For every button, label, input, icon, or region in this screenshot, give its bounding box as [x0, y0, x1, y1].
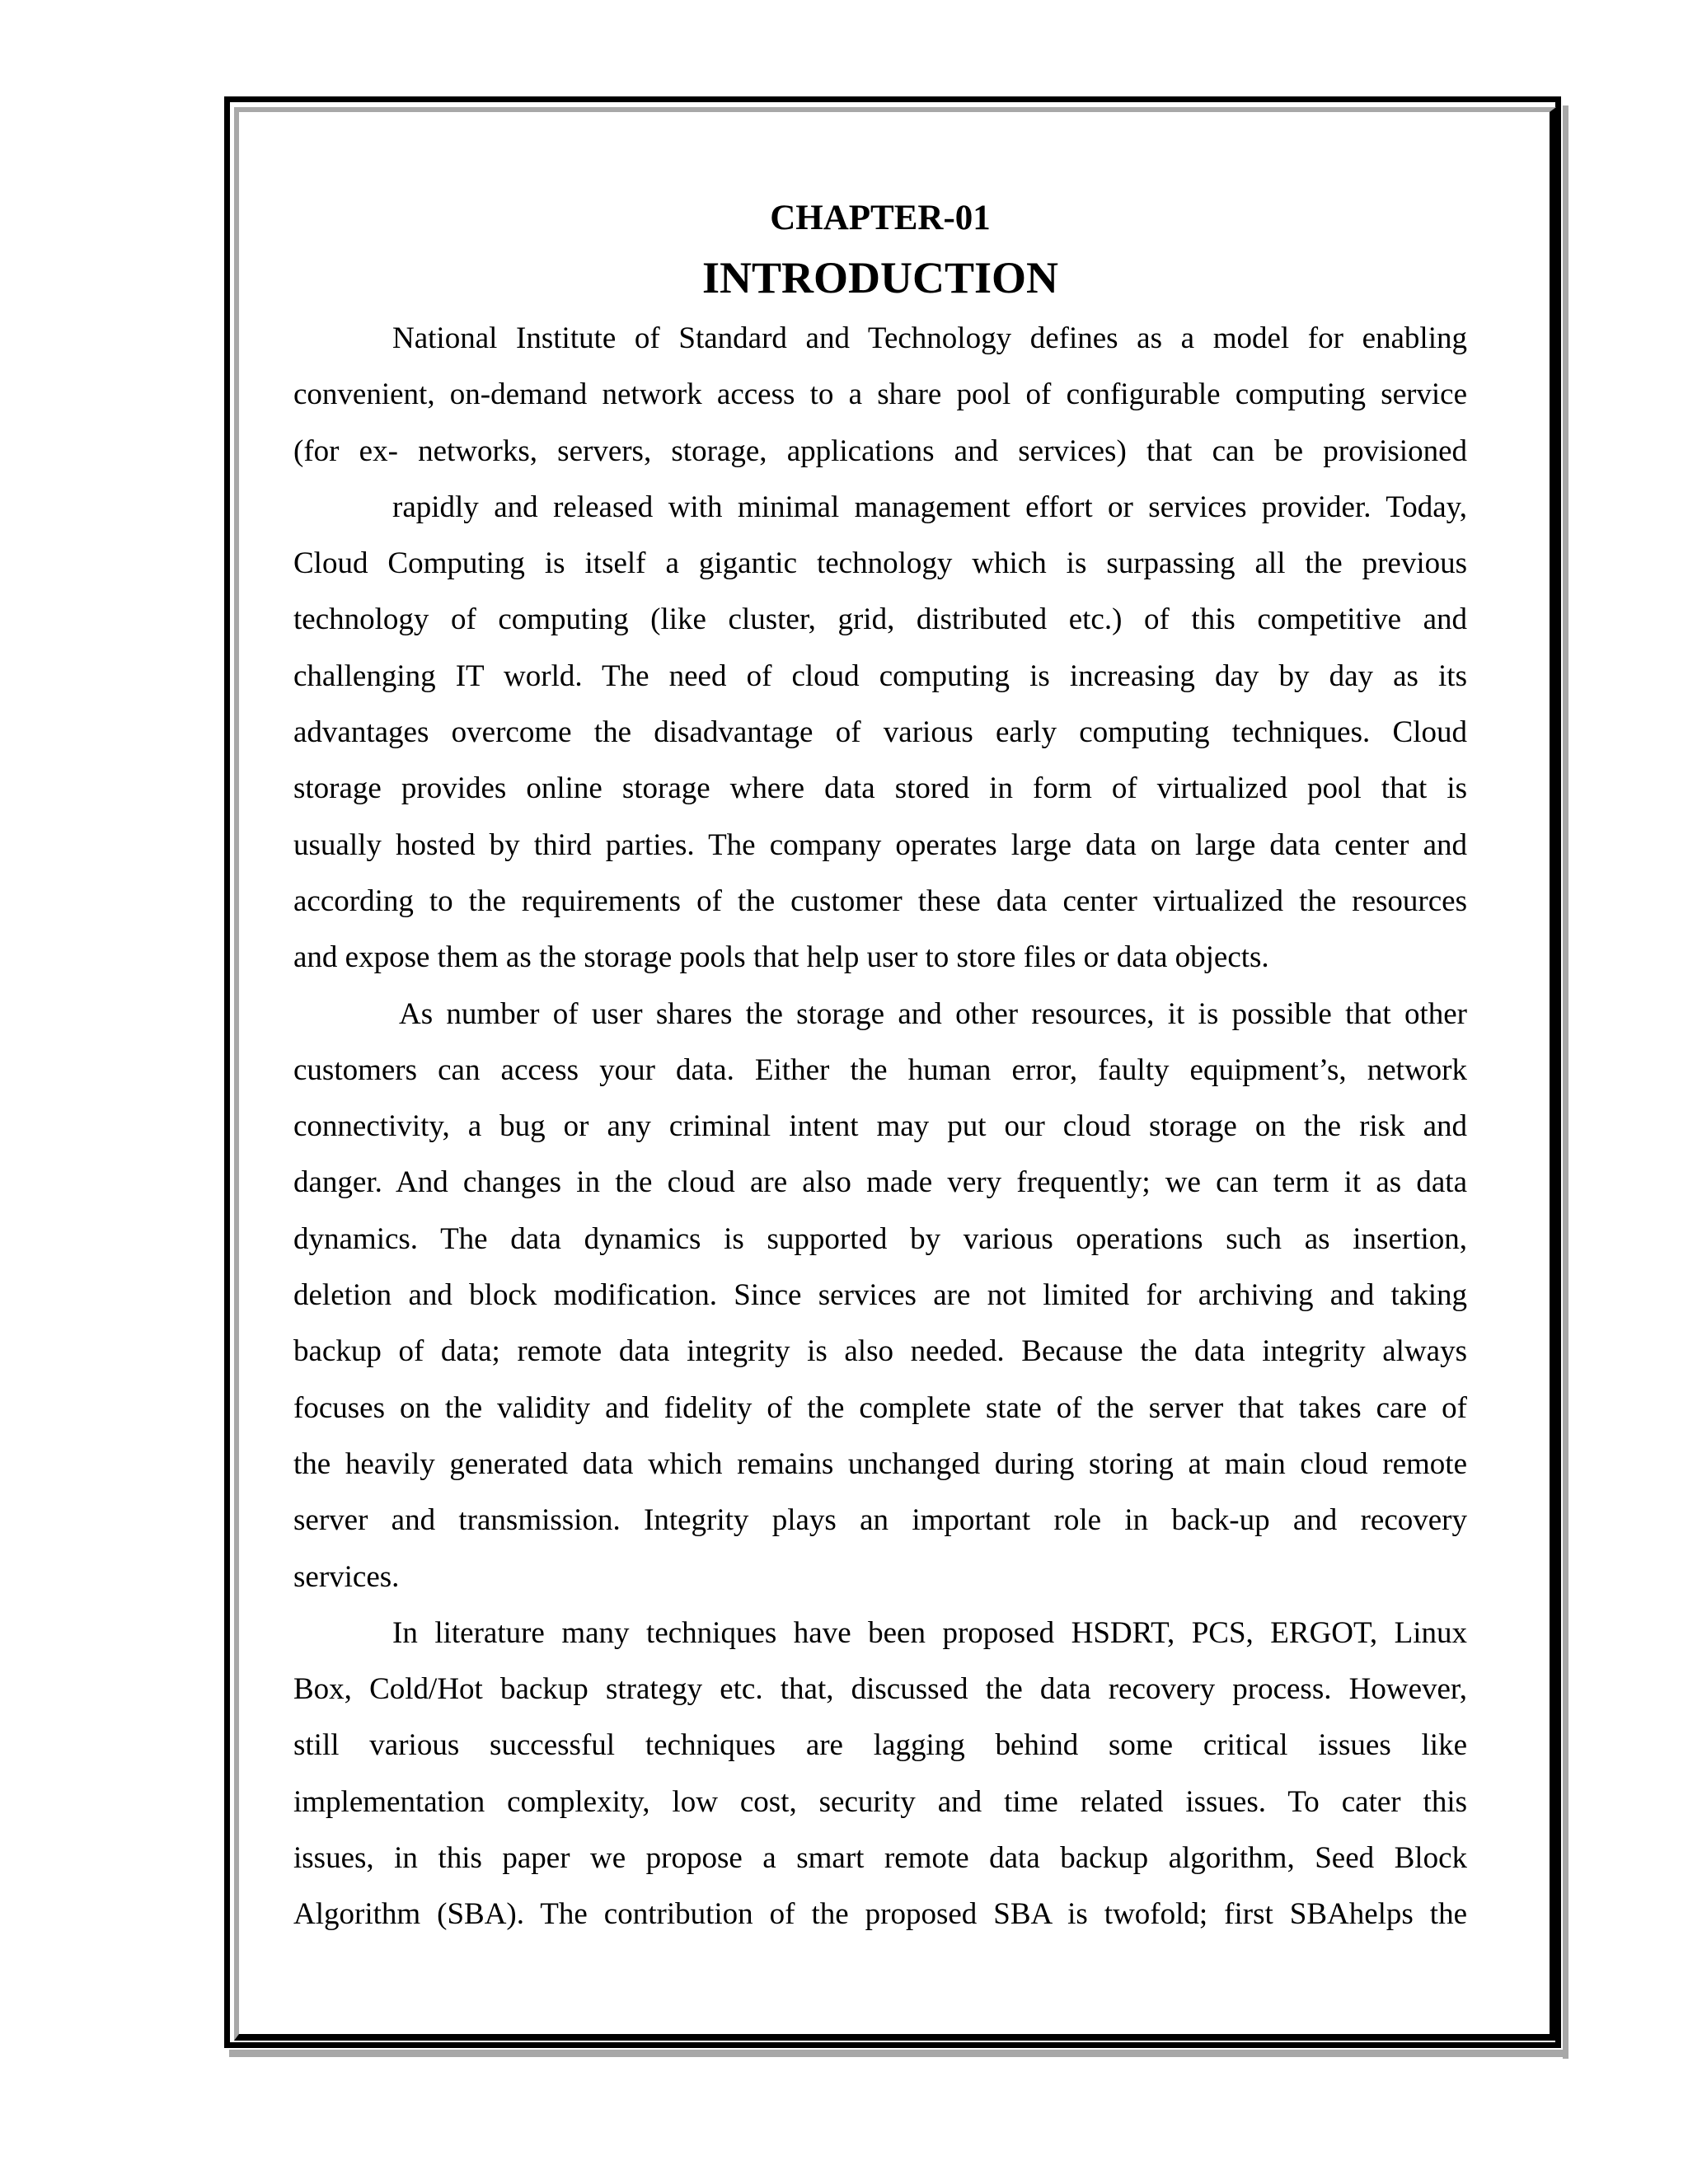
paragraph-line: usually hosted by third parties. The company operates large data on large data center and [293, 827, 1467, 862]
paragraph-line: Box, Cold/Hot backup strategy etc. that, discussed the data recovery process. However, [293, 1672, 1467, 1707]
paragraph-line: connectivity, a bug or any criminal intent may put our cloud storage on the risk and [293, 1109, 1467, 1144]
paragraph-line: technology of computing (like cluster, grid, distributed etc.) of this competitive and [293, 602, 1467, 637]
paragraph-2 [293, 480, 1467, 987]
chapter-title: INTRODUCTION [701, 253, 1059, 302]
paragraph-line: rapidly and released with minimal management effort or services provider. Today, [392, 490, 1467, 524]
paragraph-3 [293, 987, 1467, 1605]
paragraph-line: Cloud Computing is itself a gigantic technology which is surpassing all the previous [293, 546, 1467, 581]
paragraph-line: (for ex- networks, servers, storage, applications and services) that can be provisioned [293, 434, 1467, 468]
paragraph-line: As number of user shares the storage and other resources, it is possible that other [399, 996, 1467, 1031]
paragraph-1 [293, 311, 1467, 480]
chapter-label: CHAPTER-01 [770, 199, 991, 237]
paragraph-line: challenging IT world. The need of cloud computing is increasing day by day as its [293, 658, 1467, 693]
paragraph-line: deletion and block modification. Since services are not limited for archiving and taking [293, 1278, 1467, 1313]
paragraph-line: In literature many techniques have been proposed HSDRT, PCS, ERGOT, Linux [392, 1615, 1467, 1650]
paragraph-line: convenient, on-demand network access to a share pool of configurable computing service [293, 377, 1467, 412]
paragraph-line: services. [293, 1559, 400, 1594]
paragraph-line: customers can access your data. Either the human error, faulty equipment’s, network [293, 1052, 1467, 1087]
paragraph-line: focuses on the validity and fidelity of the complete state of the server that takes care of [293, 1390, 1467, 1425]
paragraph-line: dynamics. The data dynamics is supported by various operations such as insertion, [293, 1221, 1467, 1256]
paragraph-line: issues, in this paper we propose a smart remote data backup algorithm, Seed Block [293, 1841, 1467, 1876]
paragraph-line: the heavily generated data which remains unchanged during storing at main cloud remote [293, 1446, 1467, 1481]
paragraph-line: and expose them as the storage pools that help user to store files or data objects. [293, 940, 1269, 975]
paragraph-line: still various successful techniques are lagging behind some critical issues like [293, 1728, 1467, 1763]
paragraph-line: implementation complexity, low cost, security and time related issues. To cater this [293, 1784, 1467, 1819]
page-border-shadow-right [1563, 105, 1568, 2059]
paragraph-line: server and transmission. Integrity plays an important role in back-up and recovery [293, 1503, 1467, 1538]
paragraph-4 [293, 1605, 1467, 1943]
page-border-shadow-bottom [229, 2050, 1568, 2057]
paragraph-line: according to the requirements of the customer these data center virtualized the resources [293, 883, 1467, 918]
paragraph-line: storage provides online storage where data stored in form of virtualized pool that is [293, 771, 1467, 806]
paragraph-line: Algorithm (SBA). The contribution of the proposed SBA is twofold; first SBAhelps the [293, 1897, 1467, 1932]
paragraph-line: danger. And changes in the cloud are also made very frequently; we can term it as data [293, 1165, 1467, 1200]
document-content [293, 194, 1467, 1943]
paragraph-line: National Institute of Standard and Technology defines as a model for enabling [392, 321, 1467, 355]
paragraph-line: backup of data; remote data integrity is also needed. Because the data integrity always [293, 1334, 1467, 1369]
paragraph-line: advantages overcome the disadvantage of various early computing techniques. Cloud [293, 715, 1467, 750]
